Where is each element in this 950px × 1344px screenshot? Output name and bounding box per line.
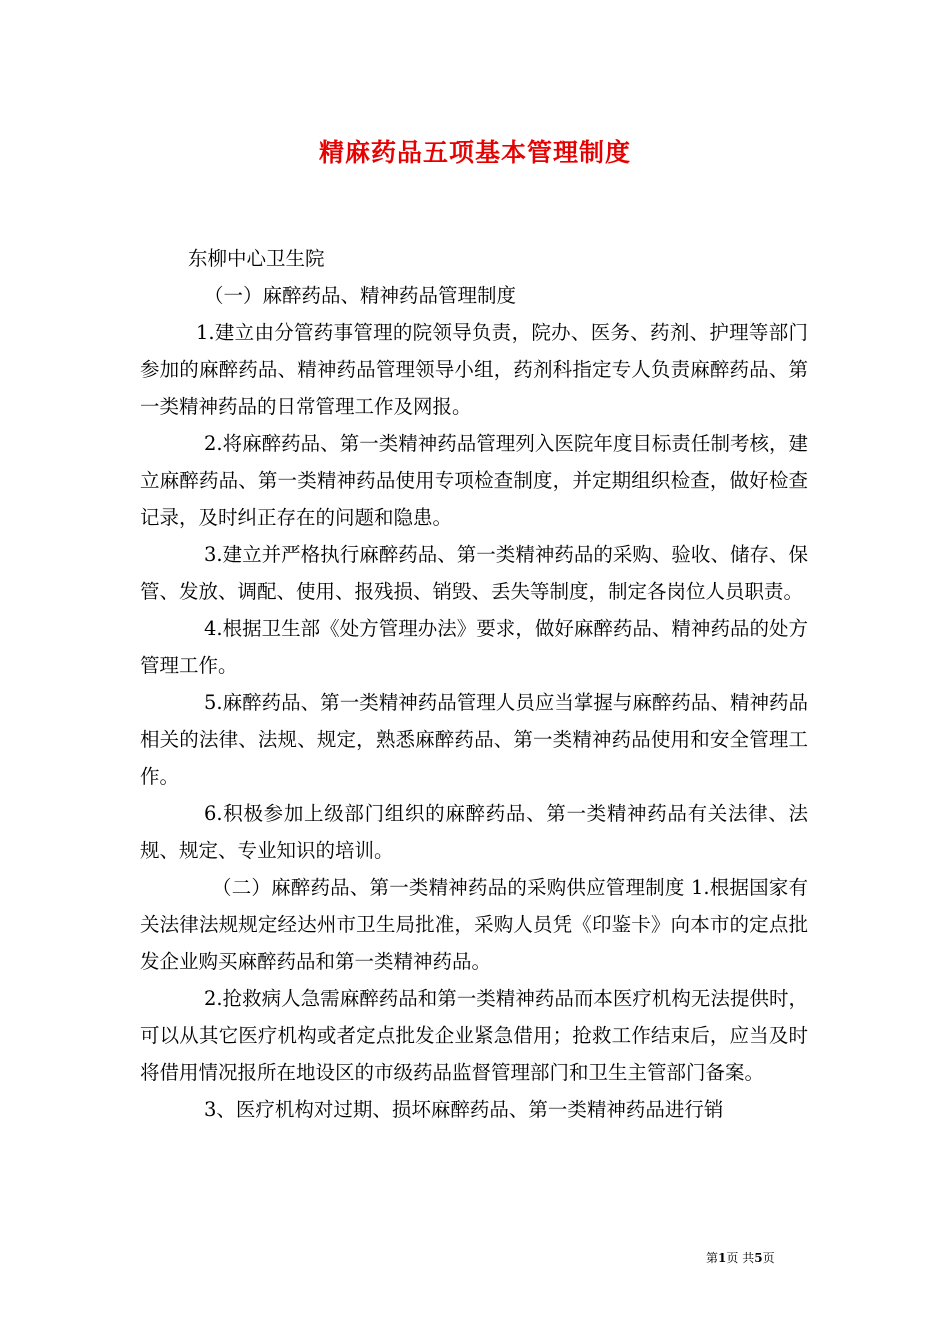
- paragraph-item-3: 3.建立并严格执行麻醉药品、第一类精神药品的采购、验收、储存、保管、发放、调配、使用、报残损、销毁、丢失等制度，制定各岗位人员职责。: [140, 543, 808, 603]
- document-body: [140, 240, 808, 1128]
- section-heading-2: （二）麻醉药品、第一类精神药品的采购供应管理制度 1.根据国家有关法律法规规定经达州市卫生局批准，采购人员凭《印鉴卡》向本市的定点批发企业购买麻醉药品和第一类精神药品。: [140, 876, 808, 973]
- paragraph-item-1: 1.建立由分管药事管理的院领导负责，院办、医务、药剂、护理等部门参加的麻醉药品、精神药品管理领导小组，药剂科指定专人负责麻醉药品、第一类精神药品的日常管理工作及网报。: [140, 321, 808, 418]
- footer-middle: 页 共: [726, 1251, 755, 1265]
- paragraph-item-7: 2.抢救病人急需麻醉药品和第一类精神药品而本医疗机构无法提供时，可以从其它医疗机构或者定点批发企业紧急借用；抢救工作结束后，应当及时将借用情况报所在地设区的市级药品监督管理部门和卫生主管部门备案。: [140, 987, 808, 1084]
- paragraph-item-6: 6.积极参加上级部门组织的麻醉药品、第一类精神药品有关法律、法规、规定、专业知识的培训。: [140, 802, 808, 862]
- section-heading-1: （一）麻醉药品、精神药品管理制度: [204, 284, 517, 307]
- current-page-number: 1: [718, 1251, 727, 1265]
- organization-name: 东柳中心卫生院: [188, 247, 325, 270]
- total-pages-number: 5: [754, 1251, 763, 1265]
- document-title: 精麻药品五项基本管理制度: [318, 138, 631, 167]
- paragraph-item-8: 3、医疗机构对过期、损坏麻醉药品、第一类精神药品进行销: [204, 1098, 724, 1121]
- paragraph-item-4: 4.根据卫生部《处方管理办法》要求，做好麻醉药品、精神药品的处方管理工作。: [140, 617, 808, 677]
- footer-prefix: 第: [706, 1251, 719, 1265]
- paragraph-item-2: 2.将麻醉药品、第一类精神药品管理列入医院年度目标责任制考核，建立麻醉药品、第一类精神药品使用专项检查制度，并定期组织检查，做好检查记录，及时纠正存在的问题和隐患。: [140, 432, 808, 529]
- paragraph-item-5: 5.麻醉药品、第一类精神药品管理人员应当掌握与麻醉药品、精神药品相关的法律、法规、规定，熟悉麻醉药品、第一类精神药品使用和安全管理工作。: [140, 691, 808, 788]
- footer-suffix: 页: [762, 1251, 775, 1265]
- page-number-footer: [706, 1249, 775, 1266]
